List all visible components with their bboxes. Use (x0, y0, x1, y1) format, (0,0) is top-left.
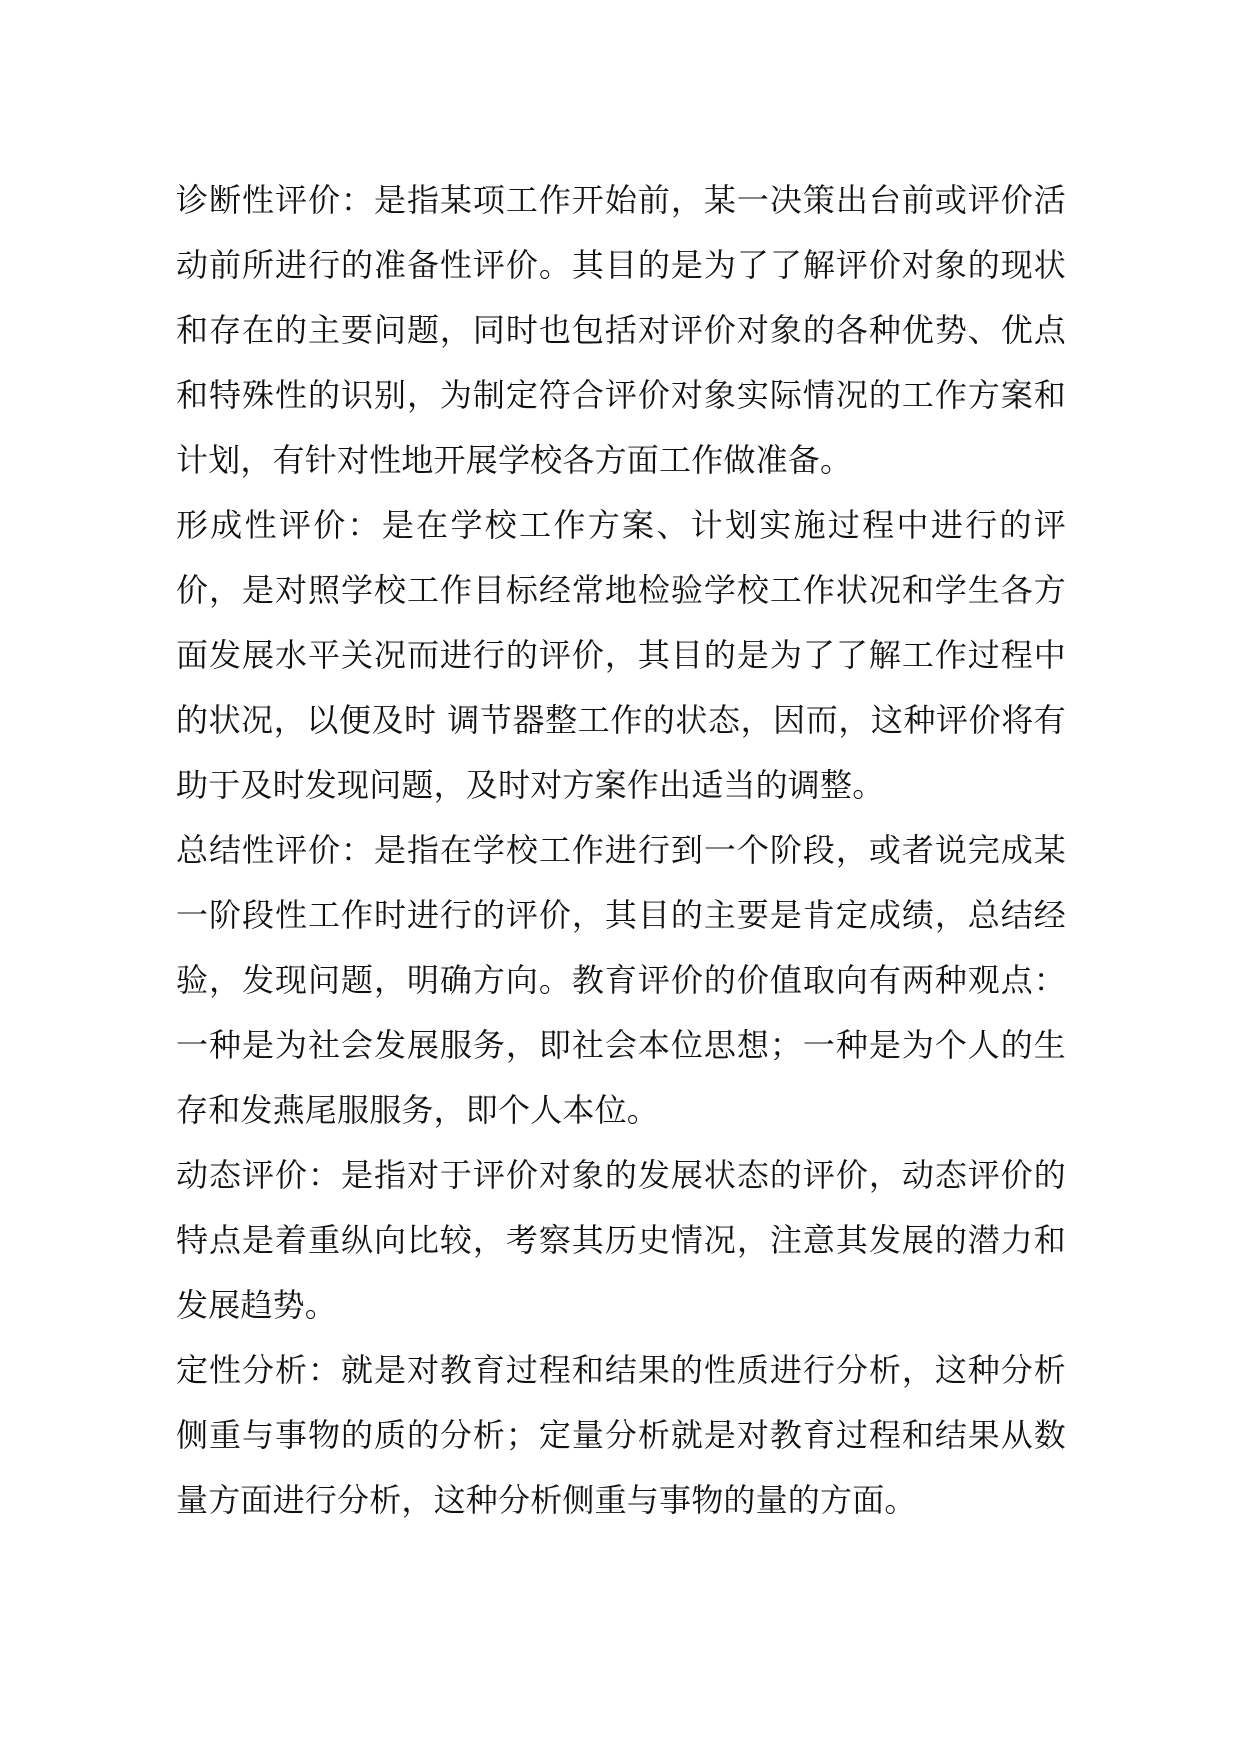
paragraph-summative-evaluation: 总结性评价：是指在学校工作进行到一个阶段，或者说完成某一阶段性工作时进行的评价，其目的主要是肯定成绩，总结经验，发现问题，明确方向。教育评价的价值取向有两种观点：一种是为社会发展服务，即社会本位思想；一种是为个人的生存和发燕尾服服务，即个人本位。 (176, 831, 1066, 1129)
paragraph-qualitative-analysis: 定性分析：就是对教育过程和结果的性质进行分析，这种分析侧重与事物的质的分析；定量分析就是对教育过程和结果从数量方面进行分析，这种分析侧重与事物的量的方面。 (176, 1351, 1066, 1519)
document-body (176, 168, 1066, 1533)
paragraph-formative-evaluation: 形成性评价：是在学校工作方案、计划实施过程中进行的评价，是对照学校工作目标经常地检验学校工作状况和学生各方面发展水平关况而进行的评价，其目的是为了了解工作过程中的状况，以便及时 调节器整工作的状态，因而，这种评价将有助于及时发现问题，及时对方案作出适当的调整。 (176, 506, 1066, 804)
paragraph-diagnostic-evaluation: 诊断性评价：是指某项工作开始前，某一决策出台前或评价活动前所进行的准备性评价。其目的是为了了解评价对象的现状和存在的主要问题，同时也包括对评价对象的各种优势、优点和特殊性的识别，为制定符合评价对象实际情况的工作方案和计划，有针对性地开展学校各方面工作做准备。 (176, 181, 1066, 479)
paragraph-dynamic-evaluation: 动态评价：是指对于评价对象的发展状态的评价，动态评价的特点是着重纵向比较，考察其历史情况，注意其发展的潜力和发展趋势。 (176, 1156, 1066, 1324)
